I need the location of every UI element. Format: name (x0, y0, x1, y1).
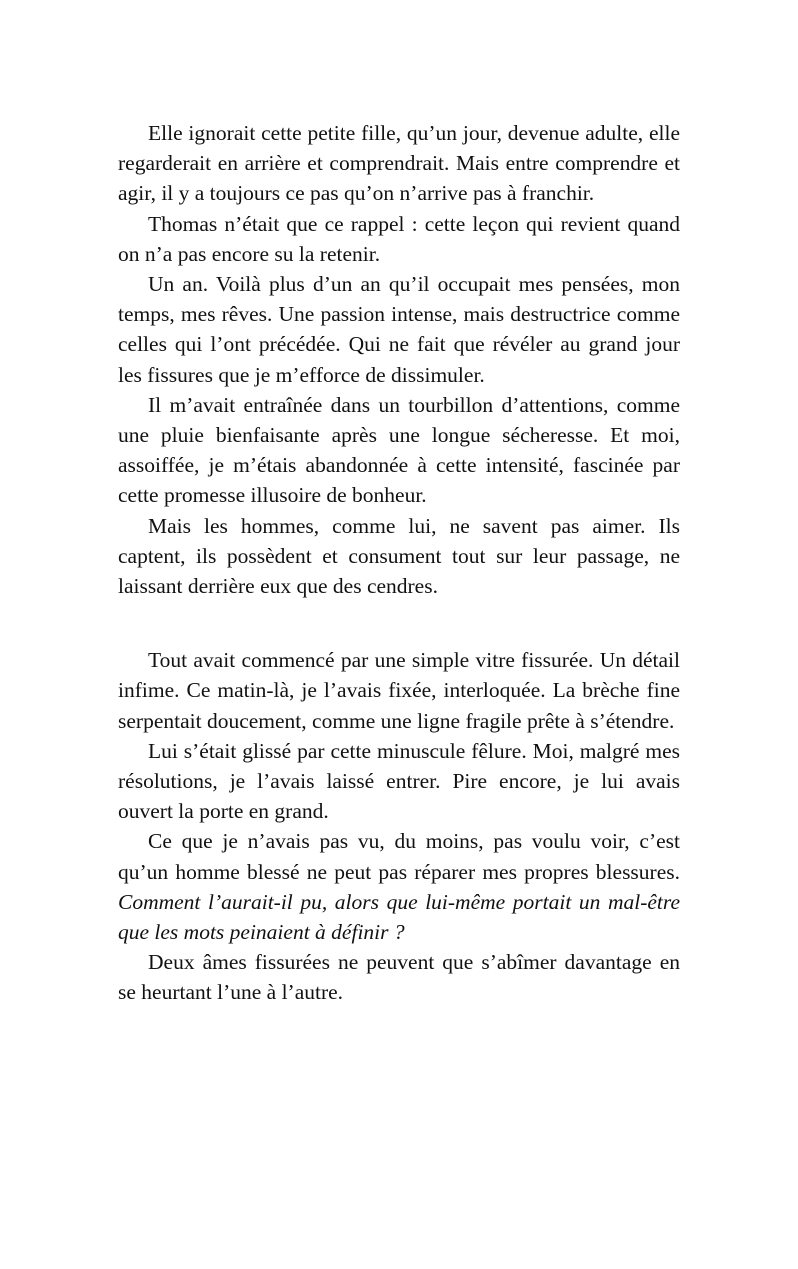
paragraph: Lui s’était glissé par cette minuscule fêlure. Moi, malgré mes résolutions, je l’avais laissé entrer. Pire encore, je lui avais ouvert la porte en grand. (118, 738, 680, 824)
paragraph-with-italic (118, 826, 680, 947)
paragraph: Un an. Voilà plus d’un an qu’il occupait mes pensées, mon temps, mes rêves. Une passion intense, mais destructrice comme celles qui l’ont précédée. Qui ne fait que révéler au grand jour les fissures que je m’efforce de dissimuler. (118, 272, 680, 387)
paragraph: Deux âmes fissurées ne peuvent que s’abîmer davantage en se heurtant l’une à l’autre. (118, 950, 680, 1005)
section-1 (118, 118, 680, 601)
section-break (118, 601, 680, 631)
italic-thought: Comment l’aurait-il pu, alors que lui-même portait un mal-être que les mots peinaient à définir ? (118, 889, 680, 945)
paragraph: Thomas n’était que ce rappel : cette leçon qui revient quand on n’a pas encore su la retenir. (118, 211, 680, 266)
section-2 (118, 645, 680, 1007)
paragraph: Tout avait commencé par une simple vitre fissurée. Un détail infime. Ce matin-là, je l’avais fixée, interloquée. La brèche fine serpentait doucement, comme une ligne fragile prête à s’étendre. (118, 648, 680, 733)
paragraph: Elle ignorait cette petite fille, qu’un jour, devenue adulte, elle regarderait en arrière et comprendrait. Mais entre comprendre et agir, il y a toujours ce pas qu’on n’arrive pas à franchir. (118, 121, 680, 206)
paragraph: Il m’avait entraînée dans un tourbillon d’attentions, comme une pluie bienfaisante après une longue sécheresse. Et moi, assoiffée, je m’étais abandonnée à cette intensité, fascinée par cette promesse illusoire de bonheur. (118, 392, 680, 508)
paragraph-text: Ce que je n’avais pas vu, du moins, pas voulu voir, c’est qu’un homme blessé ne peut pas réparer mes propres blessures. (118, 829, 680, 884)
paragraph: Mais les hommes, comme lui, ne savent pas aimer. Ils captent, ils possèdent et consument tout sur leur passage, ne laissant derrière eux que des cendres. (118, 513, 680, 599)
page-body (118, 118, 680, 1008)
